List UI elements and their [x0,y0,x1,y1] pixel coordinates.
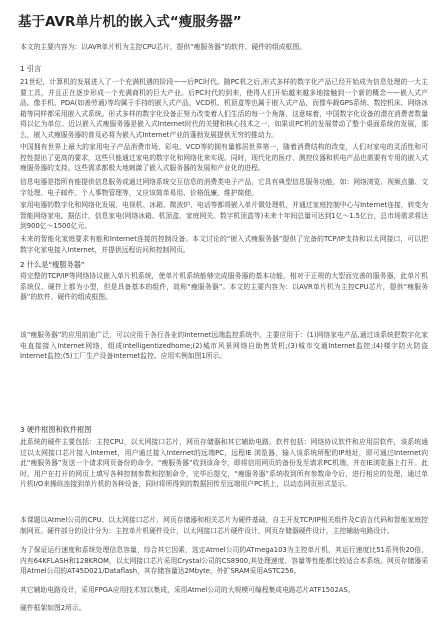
section-1-paragraph-3: 信息电器是指所有能提供信息服务或通过网络系统交互信息的消费类电子产品，它具有典型信息服务功能，如：网络浏览、视频点播、文字处理、电子邮件、个人事物管理等，又应该简单易用、价格低廉、维护简便。 [20,178,428,197]
section-1-paragraph-2: 中国拥有世界上最大的家用电子产品消费市场，彩电、VCD等的拥有量都居世界第一，随着消费结构的改变，人们对家电的灵活性和可控性提出了更高的要求，这些只能通过家电的数字化和网络化来实现。同时，现代化的医疗、测控仪器和机电产品也需要有专用的嵌入式瘦服务器的支持。这些需求都极大地刺激了嵌入式服务器的发展和产业化的进程。 [20,143,428,173]
section-3-paragraph-4: 其它辅助电路设计，采用FPGA应用技术加以集成，采用Atmel公司的大规模可编程集成电路芯片ATF1502AS。 [20,586,355,594]
section-3-paragraph-2: 本课题以Atmel公司的CPU、以太网接口芯片、网页存储器和相关芯片为硬件基础，自主开发TCP/IP相关组件及C语言代码和智能家庭控制网页。硬件部分的设计分为：主控单片机硬件设计，以太网接口芯片硬件设计，网页存储器硬件设计，主控辅助电路设计。 [20,516,428,535]
section-1-heading: 1 引言 [20,64,42,73]
section-3-paragraph-3: 为了保证运行速度和系统处理信息容量，综合其它因素，选定Atmel公司的ATmega103为主控单片机，其运行速度比51系列快20倍，内有64KFLASH和128KROM，以太网接口芯片采用Crystal公司的CS8900,其处理速度、容量等性能都比较适合本系统。网页存储器采用Atmel公司的AT45D021/Dataflash，其存储容量达2Mbyte，外扩SRAM采用ASTC256。 [20,546,428,576]
section-3-heading: 3 硬件框图和软件框图 [20,425,92,434]
section-2-paragraph-2: 该“瘦服务器”的应用前途广泛，可以应用于各行各业的Internet远端监控系统中。主要应用于：(1)网络家电产品,通过该系统把数字化家电直接接入Internet网络，组成intelligentizedhome;(2)城市风景网络自助售货机;(3)城市交通Internet监控;(4)楼宇防火防盗Internet监控;(5)工厂生产设备Internet监控。应用实例如图1所示。 [20,331,428,361]
section-3-paragraph-5: 硬件框架如图2所示。 [20,604,86,612]
intro-paragraph: 本文的主要内容为：以AVR单片机为主控CPU芯片，提供“瘦服务器”的软件、硬件的组成框图。 [20,43,306,51]
section-2-heading: 2 什么是“瘦服务器” [20,260,85,269]
section-1-paragraph-5: 未来的智能化家庭要求有能和Internet连接的控制设备。本文讨论的“嵌入式瘦服务器”提供了完备的TCP/IP支持和以太网接口，可以把数字化家电接入Internet，并提供远程访问和控制网页。 [20,235,428,254]
section-1-paragraph-1: 21世纪，计算机的发展进入了一个充满机遇的阶段——后PC时代。随PC机之后,形式多样的数字化产品已经开始成为信息处理的一大主要工具，并且正在逐步形成一个充满商机的巨大产业。后PC时代的到来，使得人们开始越来越多地接触到一个新的概念——嵌入式产品。像手机、PDA(如善劳通)等均属于手持的嵌入式产品，VCD机、机顶盒等也属于嵌入式产品，而像车载GPS系统、数控机床、网络冰箱等同样都采用嵌入式系统。形式多样的数字化设备正努力改变着人们生活的每一个角落，这意味着，中国数字化设备的潜在消费者数量将以亿为单位。近以嵌入式瘦服务器是嵌入式Internet时代的关键和核心技术之一，如果说PC机的发展带动了整个桌面系统的发展，那么，嵌入式瘦服务器的普及必将为嵌入式Internet产业的蓬勃发展提供无穷的推动力。 [20,78,428,139]
section-1-paragraph-4: 家用电器的数字化和网络化发展，电视机、冰箱、微波炉、电话等都将嵌入单片微处理机，并通过家庭控制中心与Internet连接，转变为智能网络家电。据估计，信息家电(网络冰箱、机顶盒、家庭网关、数字机顶盒等)未来十年间总量可达到1亿～1.5亿台，总市场需求将达到900亿～1500亿元。 [20,201,428,231]
section-2-paragraph-1: 将完整的TCP/IP等网络协议嵌入单片机系统，使单片机系统能够完成服务器的基本功能，相对于正规的大型而完善的服务器，此单片机系统仅、硬件上都为小型，但是具备基本的组件，故称“瘦服务器”。本文的主要内容为：以AVR单片机为主控CPU芯片，提供“瘦服务器”的软件、硬件的组成框图。 [20,272,428,302]
document-title: 基于AVR单片机的嵌入式“瘦服务器” [18,14,242,30]
section-3-paragraph-1: 此系统的硬件主要包括：主控CPU，以太网接口芯片，网页存储器和其它辅助电路。软件包括：网络协议软件和应用层软件，该系统通过以太网接口芯片接入Internet，用户通过接入Internet的远端PC，远程IE 浏览器，输入该系统所配的IP地址，即可通过Internet向此“瘦服务器”发送一个请求网页备份的命令。“瘦服务器”收到该命令，即将信用网页的备份发至请求PC机端，并在IE浏览器上打开。此时，用户在打开的网页上填写各种控制参数和控制命令，完毕后提交，“瘦服务器”系统收到所有参数命令后，进行相应的处理，通过单片机I/O来操纵连接到单片机的各种设备，同时将所得到的数据回传至远端用户PC机上，以动态网页形式显示。 [20,438,428,489]
